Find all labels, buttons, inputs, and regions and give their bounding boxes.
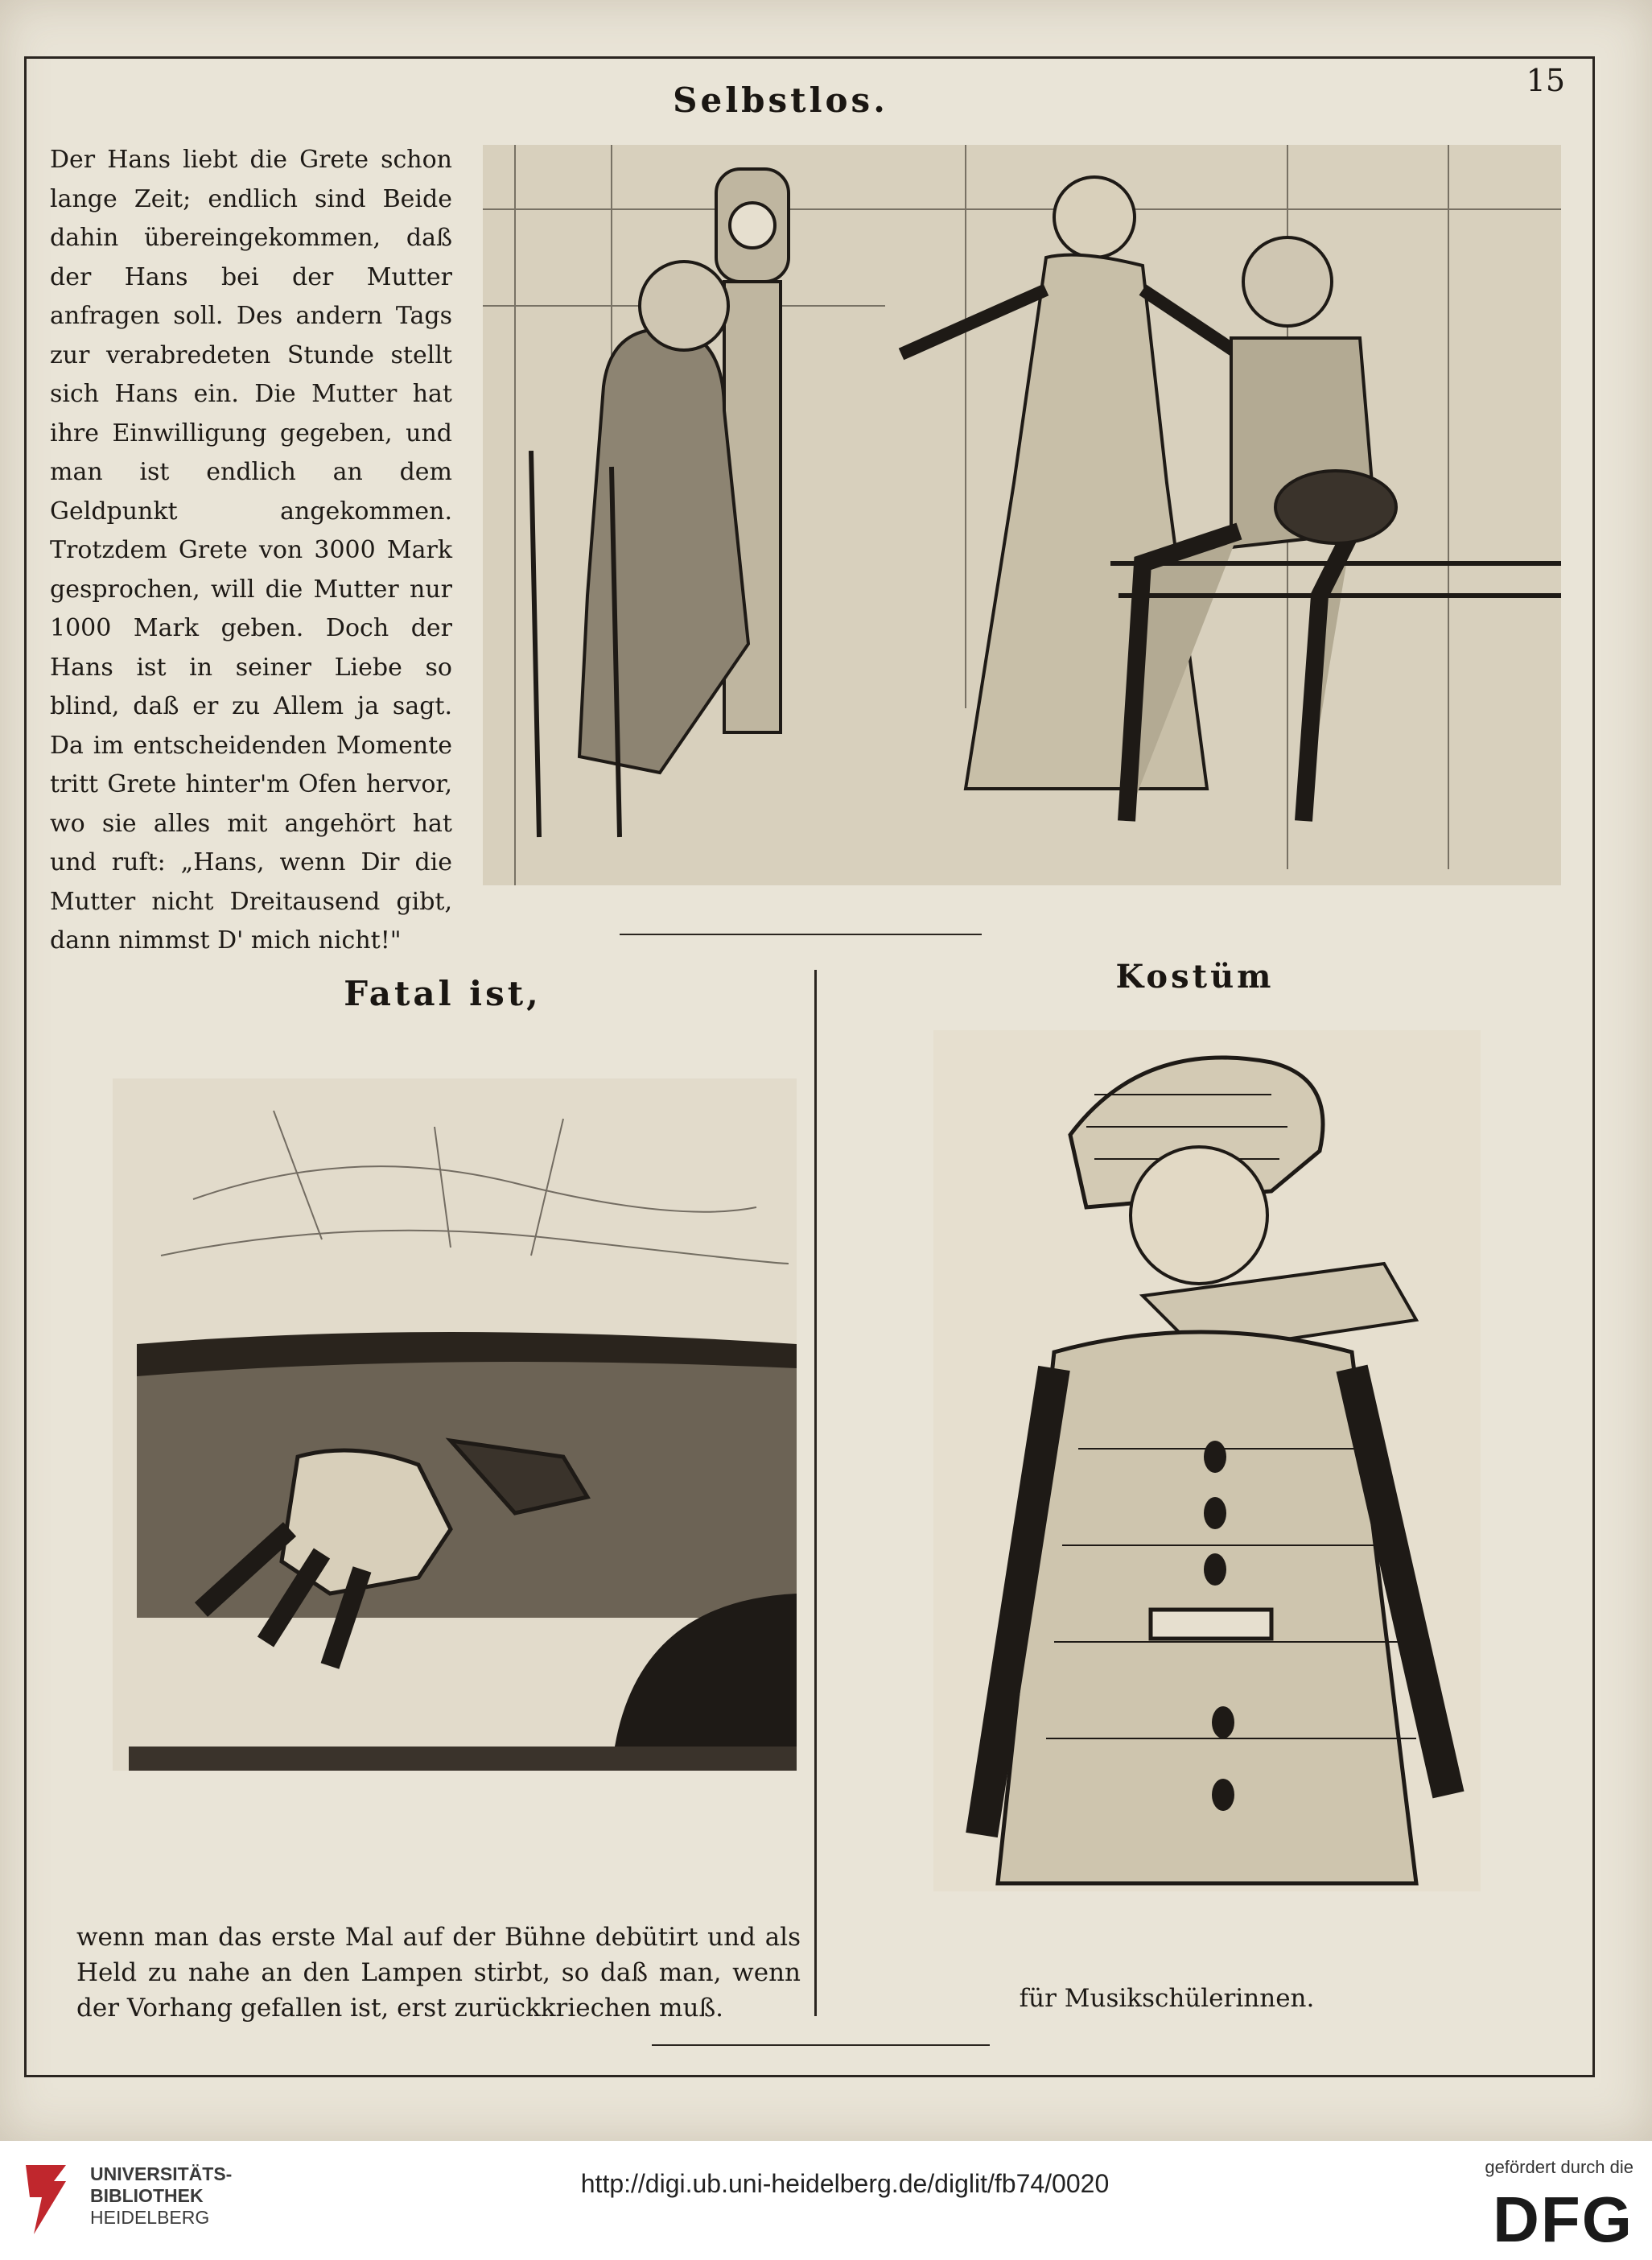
bottom-divider-line xyxy=(652,2044,990,2046)
title-selbstlos: Selbstlos. xyxy=(673,80,888,120)
library-line-3: HEIDELBERG xyxy=(90,2207,210,2228)
face-figure xyxy=(1131,1147,1267,1284)
library-line-2: BIBLIOTHEK xyxy=(90,2185,204,2206)
column-divider xyxy=(814,970,817,2016)
caption-kostuem: für Musikschülerinnen. xyxy=(1019,1984,1315,2013)
title-kostuem: Kostüm xyxy=(1115,958,1275,996)
divider-line xyxy=(620,934,982,935)
library-line-1: UNIVERSITÄTS- xyxy=(90,2163,233,2184)
library-logo-icon xyxy=(18,2157,74,2242)
story-text: Der Hans liebt die Grete schon lange Zeit; endlich sind Beide dahin übereingekommen, daß der Hans bei der Mutter anfragen soll. Des andern Tags zur verabredeten Stunde stellt sich Hans ein. Die Mutter hat ihre Einwilligung gegeben, und man ist endlich an dem Geldpunkt angekommen. Trotzdem Grete von 3000 Mark gesprochen, will die Mutter nur 1000 Mark geben. Doch der Hans ist in seiner Liebe so blind, daß er zu Allem ja sagt. Da im entscheidenden Momente tritt Grete hinter'm Ofen hervor, wo sie alles mit angehört hat und ruft: „Hans, wenn Dir die Mutter nicht Dreitausend gibt, dann nimmst D' mich nicht!" xyxy=(50,146,452,955)
source-url-link[interactable]: http://digi.ub.uni-heidelberg.de/diglit/fb74/0020 xyxy=(580,2169,1110,2198)
page-number: 15 xyxy=(1526,63,1565,98)
caption-fatal: wenn man das erste Mal auf der Bühne debütirt und als Held zu nahe an den Lampen stirbt, so daß man, wenn der Vorhang gefallen ist, erst zurückkriechen muß. xyxy=(76,1923,801,2023)
illustration-stage-crawl xyxy=(113,1078,797,1771)
dfg-logo: DFG xyxy=(1493,2184,1633,2255)
funded-by-label: gefördert durch die xyxy=(1485,2157,1633,2177)
library-name xyxy=(90,2163,283,2229)
illustration-music-costume xyxy=(933,1030,1481,1891)
illustration-kitchen-scene xyxy=(483,145,1561,885)
title-fatal-ist: Fatal ist, xyxy=(344,974,542,1013)
